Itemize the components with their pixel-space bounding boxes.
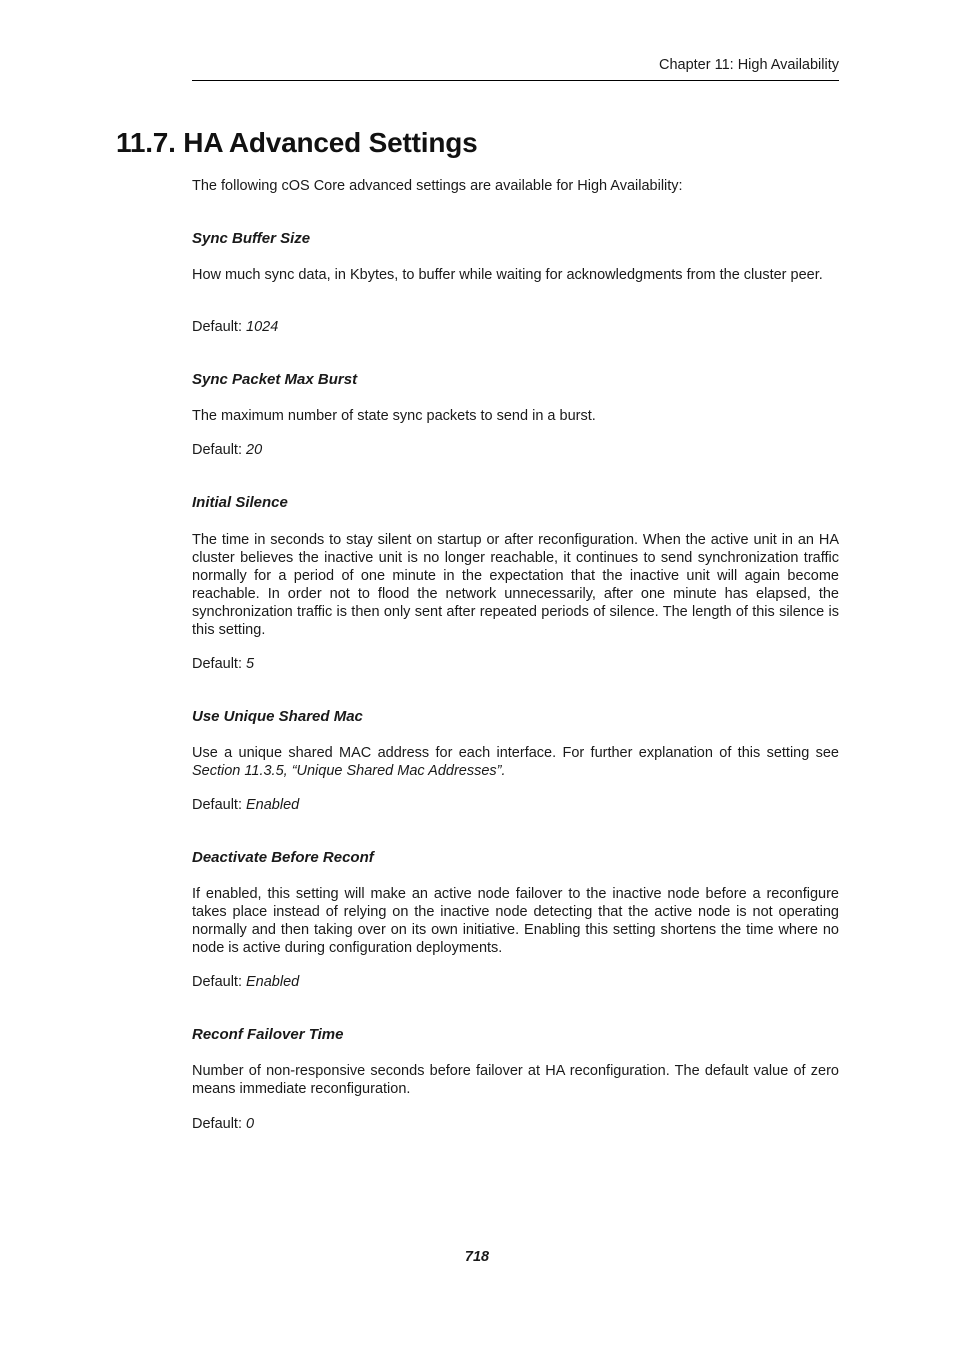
default-label: Default: [192, 974, 246, 990]
setting-description-sync-packet-max-burst: The maximum number of state sync packets to send in a burst. [192, 408, 596, 424]
setting-default-sync-packet-max-burst [192, 441, 839, 459]
default-value: Enabled [246, 797, 300, 813]
setting-heading-sync-buffer-size: Sync Buffer Size [192, 230, 311, 247]
section-title: 11.7. HA Advanced Settings [116, 127, 478, 158]
section-intro: The following cOS Core advanced settings are available for High Availability: [192, 178, 683, 194]
running-header: Chapter 11: High Availability [658, 57, 839, 73]
default-label: Default: [192, 797, 246, 813]
default-value: 0 [246, 1116, 255, 1132]
setting-description-use-unique-shared-mac [192, 744, 839, 780]
default-value: 1024 [246, 319, 279, 335]
setting-heading-reconf-failover-time: Reconf Failover Time [192, 1026, 344, 1043]
default-value: Enabled [246, 974, 300, 990]
setting-description-initial-silence: The time in seconds to stay silent on startup or after reconfiguration. When the active unit in an HA cluster believes the inactive unit is no longer reachable, it continues to send synchronization traffic normally for a period of one minute in the expectation that the inactive unit will again become reachable. In order not to flood the network unnecessarily, after one minute has elapsed, the synchronization traffic is then only sent after repeated periods of silence. The length of this silence is this setting. [192, 532, 839, 638]
setting-default-deactivate-before-reconf [192, 973, 839, 991]
default-label: Default: [192, 442, 246, 458]
page-number: 718 [464, 1249, 490, 1265]
setting-default-sync-buffer-size [192, 318, 839, 336]
default-label: Default: [192, 319, 246, 335]
setting-default-reconf-failover-time [192, 1115, 839, 1133]
setting-heading-sync-packet-max-burst: Sync Packet Max Burst [192, 371, 358, 388]
default-value: 20 [246, 442, 263, 458]
default-value: 5 [246, 656, 255, 672]
default-label: Default: [192, 656, 246, 672]
setting-default-use-unique-shared-mac [192, 796, 839, 814]
description-text: Use a unique shared MAC address for each interface. For further explanation of this setting see [192, 745, 839, 761]
section-cross-reference-link[interactable]: Section 11.3.5, “Unique Shared Mac Addresses”. [192, 763, 506, 779]
setting-description-reconf-failover-time: Number of non-responsive seconds before failover at HA reconfiguration. The default value of zero means immediate reconfiguration. [192, 1063, 839, 1097]
setting-description-sync-buffer-size: How much sync data, in Kbytes, to buffer while waiting for acknowledgments from the cluster peer. [192, 267, 823, 283]
setting-default-initial-silence [192, 655, 839, 673]
setting-heading-deactivate-before-reconf: Deactivate Before Reconf [192, 849, 374, 866]
setting-heading-initial-silence: Initial Silence [192, 494, 288, 511]
setting-description-deactivate-before-reconf: If enabled, this setting will make an active node failover to the inactive node before a reconfigure takes place instead of relying on the inactive node detecting that the active node is not operating normally and then taking over on its own initiative. Enabling this setting shortens the time where no node is active during configuration deployments. [192, 886, 839, 956]
setting-heading-use-unique-shared-mac: Use Unique Shared Mac [192, 708, 363, 725]
default-label: Default: [192, 1116, 246, 1132]
header-rule [192, 80, 839, 81]
